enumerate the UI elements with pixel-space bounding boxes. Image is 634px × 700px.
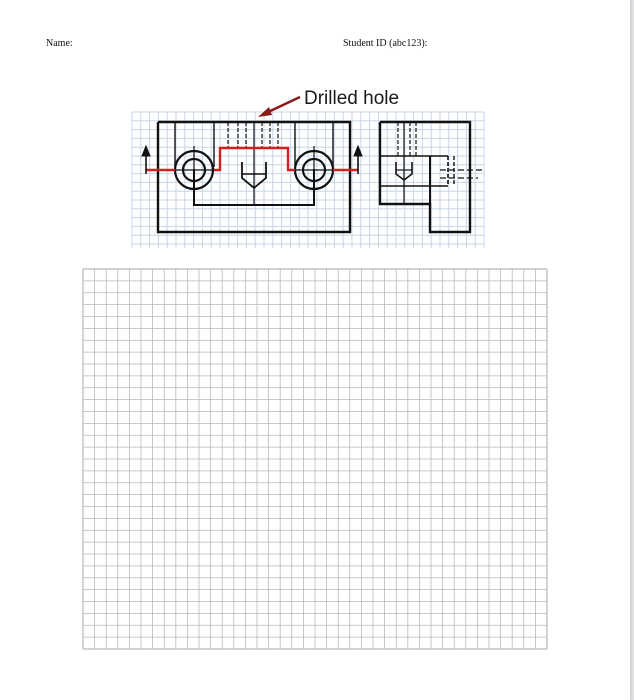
name-label: Name: bbox=[46, 38, 73, 49]
answer-grid-lines bbox=[83, 269, 547, 649]
answer-grid bbox=[82, 268, 548, 650]
student-id-label: Student ID (abc123): bbox=[343, 38, 428, 49]
drilled-hole-callout: Drilled hole bbox=[304, 88, 400, 109]
technical-drawing-figure bbox=[128, 82, 488, 250]
arrow-icon bbox=[258, 97, 300, 117]
